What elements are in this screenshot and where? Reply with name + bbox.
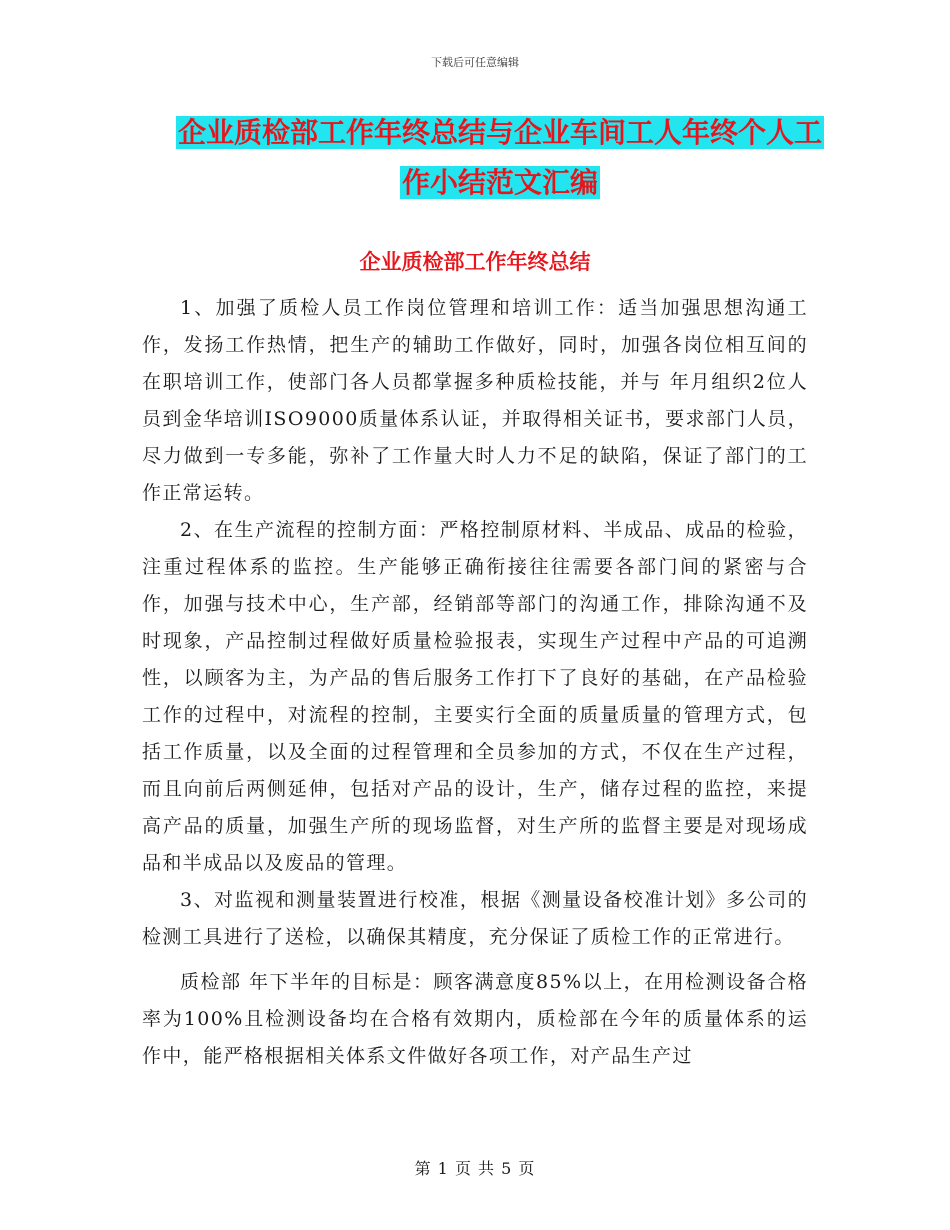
paragraph-1: 1、加强了质检人员工作岗位管理和培训工作：适当加强思想沟通工作，发扬工作热情，把生产的辅助工作做好，同时，加强各岗位相互间的在职培训工作，使部门各人员都掌握多种质检技能，并与 年月组织2位人员到金华培训ISO9000质量体系认证，并取得相关证书，要求部门人员，尽力做到一专多能，弥补了工作量大时人力不足的缺陷，保证了部门的工作正常运转。 [142,297,808,504]
header-note: 下载后可任意编辑 [431,56,519,69]
document-title-line-2: 作小结范文汇编 [401,166,598,199]
paragraph-4: 质检部 年下半年的目标是：顾客满意度85%以上，在用检测设备合格率为100%且检测设备均在合格有效期内，质检部在今年的质量体系的运作中，能严格根据相关体系文件做好各项工作，对产品生产过 [142,971,808,1067]
paragraph-3: 3、对监视和测量装置进行校准，根据《测量设备校准计划》多公司的检测工具进行了送检，以确保其精度，充分保证了质检工作的正常进行。 [142,889,808,948]
section-title: 企业质检部工作年终总结 [359,250,591,274]
document-title [140,108,860,208]
paragraph-2: 2、在生产流程的控制方面：严格控制原材料、半成品、成品的检验，注重过程体系的监控。生产能够正确衔接往往需要各部门间的紧密与合作，加强与技术中心，生产部，经销部等部门的沟通工作，排除沟通不及时现象，产品控制过程做好质量检验报表，实现生产过程中产品的可追溯性，以顾客为主，为产品的售后服务工作打下了良好的基础，在产品检验工作的过程中，对流程的控制，主要实行全面的质量质量的管理方式，包括工作质量，以及全面的过程管理和全员参加的方式，不仅在生产过程，而且向前后两侧延伸，包括对产品的设计，生产，储存过程的监控，来提高产品的质量，加强生产所的现场监督，对生产所的监督主要是对现场成品和半成品以及废品的管理。 [142,519,808,874]
page-footer: 第 1 页 共 5 页 [414,1159,536,1178]
document-title-line-1: 企业质检部工作年终总结与企业车间工人年终个人工 [177,116,822,149]
document-body [142,290,808,1075]
